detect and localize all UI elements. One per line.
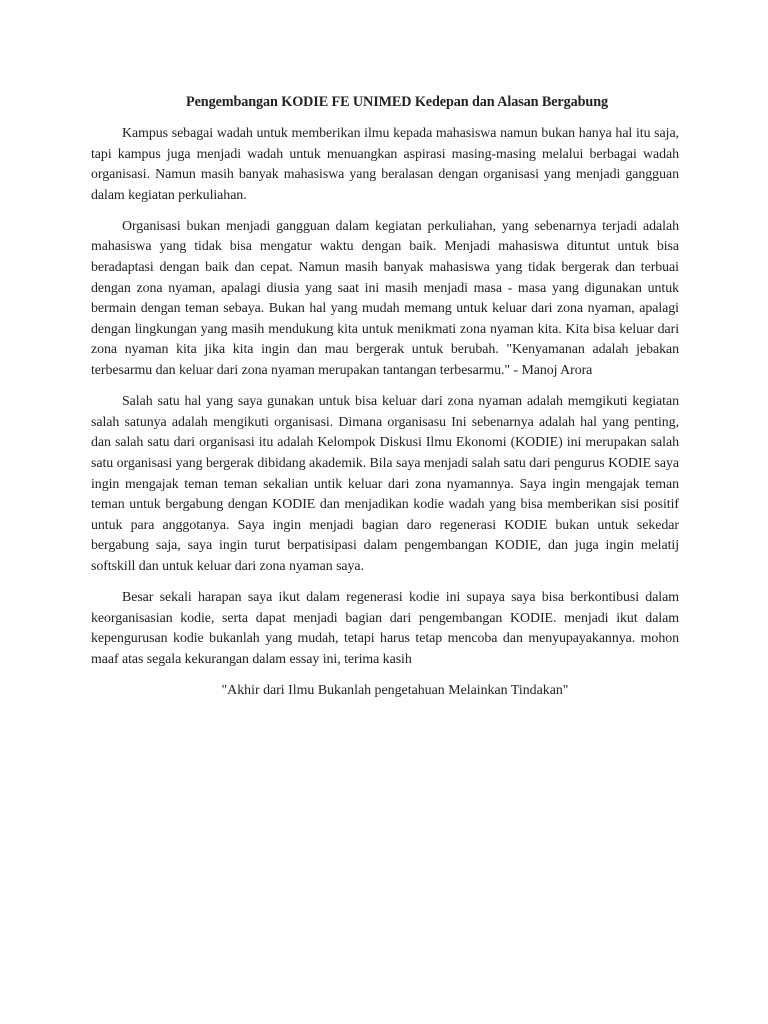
document-page <box>91 92 679 701</box>
closing-quote: "Akhir dari Ilmu Bukanlah pengetahuan Melainkan Tindakan" <box>221 682 569 698</box>
paragraph-intro: Kampus sebagai wadah untuk memberikan ilmu kepada mahasiswa namun bukan hanya hal itu saja, tapi kampus juga menjadi wadah untuk menuangkan aspirasi masing-masing melalui berbagai wadah organisasi. Namun masih banyak mahasiswa yang beralasan dengan organisasi yang menjadi gangguan dalam kegiatan perkuliahan. <box>91 126 679 203</box>
paragraph-comfort-zone: Organisasi bukan menjadi gangguan dalam kegiatan perkuliahan, yang sebenarnya terjadi adalah mahasiswa yang tidak bisa mengatur waktu dengan baik. Menjadi mahasiswa dituntut untuk bisa beradaptasi dengan baik dan cepat. Namun masih banyak mahasiswa yang tidak bergerak dan terbuai dengan zona nyaman, apalagi diusia yang saat ini masih menjadi masa - masa yang digunakan untuk bermain dengan teman sebaya. Bukan hal yang mudah memang untuk keluar dari zona nyaman, apalagi dengan lingkungan yang masih mendukung kita untuk menikmati zona nyaman kita. Kita bisa keluar dari zona nyaman kita jika kita ingin dan mau bergerak untuk berubah. "Kenyamanan adalah jebakan terbesarmu dan keluar dari zona nyaman merupakan tantangan terbesarmu." - Manoj Arora <box>91 218 679 379</box>
document-title: Pengembangan KODIE FE UNIMED Kedepan dan Alasan Bergabung <box>186 94 608 110</box>
paragraph-hope: Besar sekali harapan saya ikut dalam regenerasi kodie ini supaya saya bisa berkontibusi dalam keorganisasian kodie, serta dapat menjadi bagian dari pengembangan KODIE. menjadi ikut dalam kepengurusan kodie bukanlah yang mudah, tetapi harus tetap mencoba dan menyupayakannya. mohon maaf atas segala kekurangan dalam essay ini, terima kasih <box>91 589 679 667</box>
paragraph-joining-kodie: Salah satu hal yang saya gunakan untuk bisa keluar dari zona nyaman adalah memgikuti kegiatan salah satunya adalah mengikuti organisasi. Dimana organisasu Ini sebenarnya adalah hal yang penting, dan salah satu dari organisasi itu adalah Kelompok Diskusi Ilmu Ekonomi (KODIE) ini merupakan salah satu organisasi yang bergerak dibidang akademik. Bila saya menjadi salah satu dari pengurus KODIE saya ingin mengajak teman teman sekalian untik keluar dari zona nyamannya. Saya ingin mengajak teman teman untuk bergabung dengan KODIE dan menjadikan kodie wadah yang bisa memberikan sisi positif untuk para anggotanya. Saya ingin menjadi bagian daro regenerasi KODIE bukan untuk sekedar bergabung saja, saya ingin turut berpatisipasi dalam pengembangan KODIE, dan juga ingin melatij softskill dan untuk keluar dari zona nyaman saya. <box>91 394 679 574</box>
